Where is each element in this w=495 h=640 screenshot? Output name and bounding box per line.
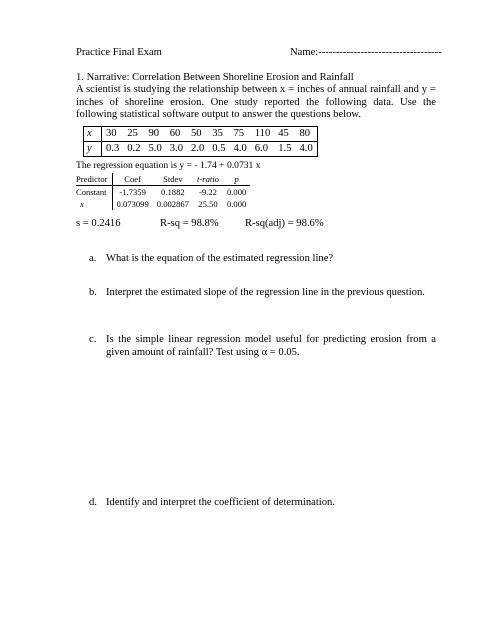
y-value: 2.0 bbox=[191, 143, 205, 154]
r-squared-stat: R-sq = 98.8% bbox=[160, 218, 219, 229]
name-field-label: Name:----------------------------------- bbox=[290, 47, 442, 58]
p-value: 0.000 bbox=[226, 199, 247, 209]
regression-row bbox=[76, 186, 250, 199]
x-value: 35 bbox=[208, 127, 229, 142]
question-a-letter: a. bbox=[89, 253, 97, 264]
col-header: t-ratio bbox=[193, 173, 223, 186]
t-ratio-value: 25.50 bbox=[198, 199, 218, 209]
stdev-value: 0.002867 bbox=[156, 199, 189, 209]
problem-narrative bbox=[76, 72, 436, 121]
data-table-row-x bbox=[84, 127, 318, 142]
x-value: 50 bbox=[187, 127, 208, 142]
predictor-name: x bbox=[76, 198, 112, 210]
r-squared-adj-stat: R-sq(adj) = 98.6% bbox=[245, 218, 324, 229]
y-value: 6.0 bbox=[254, 143, 268, 154]
y-value: 0.2 bbox=[127, 143, 141, 154]
coef-value: -1.7359 bbox=[119, 187, 146, 197]
t-ratio-value: -9.22 bbox=[199, 187, 217, 197]
exam-title: Practice Final Exam bbox=[76, 47, 162, 58]
y-value: 3.0 bbox=[169, 143, 183, 154]
question-c-letter: c. bbox=[89, 334, 97, 345]
x-value: 25 bbox=[123, 127, 144, 142]
question-c-text: Is the simple linear regression model useful for predicting erosion from a given amount of rainfall? Test using α = 0.05. bbox=[106, 334, 436, 358]
regression-row bbox=[76, 198, 250, 210]
regression-equation: The regression equation is y = - 1.74 + 0.0731 x bbox=[76, 160, 261, 171]
col-header: p bbox=[223, 173, 250, 186]
question-b-letter: b. bbox=[89, 287, 97, 298]
regression-header-row bbox=[76, 173, 250, 186]
x-label: x bbox=[84, 127, 102, 142]
x-value: 60 bbox=[166, 127, 187, 142]
x-value: 90 bbox=[145, 127, 166, 142]
y-value: 0.3 bbox=[106, 143, 120, 154]
y-label: y bbox=[84, 142, 102, 157]
question-a-text: What is the equation of the estimated regression line? bbox=[106, 253, 334, 264]
y-value: 5.0 bbox=[148, 143, 162, 154]
col-header: Predictor bbox=[76, 173, 112, 186]
x-value: 30 bbox=[102, 127, 124, 142]
col-header: Coef bbox=[112, 173, 153, 186]
y-value: 1.5 bbox=[278, 143, 292, 154]
x-value: 75 bbox=[230, 127, 251, 142]
data-table bbox=[83, 126, 318, 157]
question-d-letter: d. bbox=[89, 497, 97, 508]
col-header: Stdev bbox=[153, 173, 193, 186]
y-value: 4.0 bbox=[299, 143, 313, 154]
question-d-text: Identify and interpret the coefficient of determination. bbox=[106, 497, 335, 508]
predictor-name: Constant bbox=[76, 186, 112, 199]
problem-heading: 1. Narrative: Correlation Between Shoreline Erosion and Rainfall bbox=[76, 72, 354, 83]
y-value: 0.5 bbox=[212, 143, 226, 154]
p-value: 0.000 bbox=[226, 187, 247, 197]
question-b-text: Interpret the estimated slope of the regression line in the previous question. bbox=[106, 287, 425, 298]
x-value: 80 bbox=[296, 127, 318, 142]
x-value: 45 bbox=[274, 127, 295, 142]
y-value: 4.0 bbox=[233, 143, 247, 154]
coef-value: 0.073099 bbox=[116, 199, 149, 209]
s-stat: s = 0.2416 bbox=[76, 218, 121, 229]
stdev-value: 0.1882 bbox=[161, 187, 185, 197]
regression-table bbox=[76, 173, 250, 210]
data-table-row-y bbox=[84, 142, 318, 157]
problem-description: A scientist is studying the relationship between x = inches of annual rainfall and y = inches of shoreline erosion. One study reported the following data. Use the following statistical software output to answer the questions below. bbox=[76, 84, 436, 120]
x-value: 110 bbox=[251, 127, 275, 142]
